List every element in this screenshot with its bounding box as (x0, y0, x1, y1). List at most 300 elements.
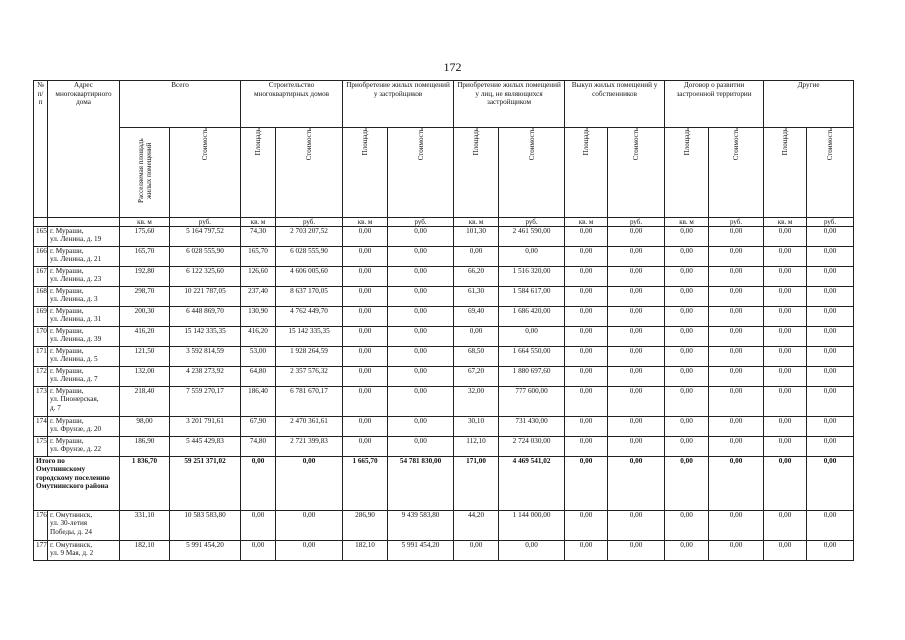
total-value-cell: 0,00 (764, 456, 807, 510)
address-line: д. 7 (50, 403, 61, 412)
value-cell: 1 664 550,00 (499, 346, 565, 366)
value-cell: 0,00 (807, 246, 854, 266)
value-cell: 0,00 (388, 266, 454, 286)
table-row (34, 540, 854, 560)
address-line: г. Омутнинск, (50, 540, 93, 549)
value-cell: 5 991 454,20 (170, 540, 241, 560)
value-cell: 0,00 (807, 540, 854, 560)
table-row (34, 286, 854, 306)
address-cell (48, 366, 120, 386)
address-line: ул. Пионерская, (50, 395, 99, 404)
unit-area: кв. м (454, 217, 499, 226)
value-cell: 2 357 576,32 (276, 366, 343, 386)
value-cell: 777 600,00 (499, 386, 565, 416)
value-cell: 0,00 (665, 416, 709, 436)
value-cell: 0,00 (764, 386, 807, 416)
header-group-development-contract: Договор о развитии застроенной территории (665, 81, 764, 128)
value-cell: 0,00 (807, 416, 854, 436)
subheader-cost: Стоимость (826, 128, 835, 161)
value-cell: 0,00 (608, 540, 665, 560)
value-cell: 0,00 (709, 286, 764, 306)
value-cell: 286,90 (343, 510, 388, 540)
address-cell (48, 266, 120, 286)
total-value-cell: 0,00 (709, 456, 764, 510)
address-cell (48, 326, 120, 346)
units-row (34, 217, 854, 226)
row-number: 166 (34, 246, 48, 266)
value-cell: 0,00 (608, 510, 665, 540)
value-cell: 6 781 670,17 (276, 386, 343, 416)
value-cell: 0,00 (343, 266, 388, 286)
value-cell: 165,70 (241, 246, 276, 266)
value-cell: 0,00 (388, 386, 454, 416)
value-cell: 5 445 429,83 (170, 436, 241, 456)
table-row (34, 246, 854, 266)
subheader-cost: Стоимость (632, 128, 641, 161)
subheader-cell (343, 128, 388, 218)
value-cell: 331,10 (120, 510, 170, 540)
unit-rub: руб. (170, 217, 241, 226)
address-line: г. Мураши, (50, 346, 84, 355)
value-cell: 192,80 (120, 266, 170, 286)
value-cell: 74,80 (241, 436, 276, 456)
total-value-cell: 0,00 (241, 456, 276, 510)
value-cell: 5 991 454,20 (388, 540, 454, 560)
subheader-area: Площадь (254, 128, 262, 156)
value-cell: 416,20 (241, 326, 276, 346)
value-cell: 0,00 (608, 436, 665, 456)
value-cell: 61,30 (454, 286, 499, 306)
value-cell: 0,00 (565, 306, 608, 326)
value-cell: 0,00 (709, 540, 764, 560)
value-cell: 67,90 (241, 416, 276, 436)
value-cell: 0,00 (709, 366, 764, 386)
address-line: г. Мураши, (50, 226, 84, 235)
value-cell: 0,00 (276, 510, 343, 540)
table-row (34, 436, 854, 456)
value-cell: 0,00 (276, 540, 343, 560)
value-cell: 0,00 (764, 226, 807, 246)
value-cell: 0,00 (709, 326, 764, 346)
address-line: г. Мураши, (50, 366, 84, 375)
value-cell: 0,00 (709, 306, 764, 326)
value-cell: 0,00 (807, 226, 854, 246)
unit-area: кв. м (565, 217, 608, 226)
unit-area: кв. м (665, 217, 709, 226)
value-cell: 0,00 (241, 510, 276, 540)
value-cell: 0,00 (807, 510, 854, 540)
value-cell: 0,00 (454, 246, 499, 266)
value-cell: 0,00 (807, 346, 854, 366)
value-cell: 0,00 (565, 286, 608, 306)
total-value-cell: 0,00 (565, 456, 608, 510)
value-cell: 0,00 (709, 436, 764, 456)
value-cell: 0,00 (764, 436, 807, 456)
address-line: ул. 30-летия (50, 519, 88, 528)
unit-rub: руб. (807, 217, 854, 226)
value-cell: 5 164 797,52 (170, 226, 241, 246)
table-row (34, 510, 854, 540)
value-cell: 0,00 (764, 416, 807, 436)
value-cell: 0,00 (764, 510, 807, 540)
total-value-cell: 1 665,70 (343, 456, 388, 510)
address-line: г. Мураши, (50, 286, 84, 295)
value-cell: 0,00 (388, 306, 454, 326)
value-cell: 0,00 (665, 246, 709, 266)
header-group-buyout: Выкуп жилых помещений у собственников (565, 81, 665, 128)
value-cell: 8 637 170,05 (276, 286, 343, 306)
value-cell: 0,00 (388, 246, 454, 266)
subheader-cell (665, 128, 709, 218)
value-cell: 1 516 320,00 (499, 266, 565, 286)
address-line: Победы, д. 24 (50, 527, 92, 536)
subheader-cost: Стоимость (416, 128, 425, 161)
value-cell: 0,00 (709, 246, 764, 266)
value-cell: 0,00 (565, 346, 608, 366)
value-cell: 0,00 (565, 366, 608, 386)
value-cell: 0,00 (608, 416, 665, 436)
value-cell: 0,00 (565, 246, 608, 266)
value-cell: 0,00 (665, 366, 709, 386)
header-row (34, 81, 854, 128)
value-cell: 132,00 (120, 366, 170, 386)
value-cell: 186,40 (241, 386, 276, 416)
row-number: 177 (34, 540, 48, 560)
address-line: ул. Ленина, д. 23 (50, 275, 102, 284)
value-cell: 0,00 (565, 540, 608, 560)
value-cell: 186,90 (120, 436, 170, 456)
address-line: ул. Ленина, д. 7 (50, 375, 98, 384)
page-number: 172 (443, 60, 462, 74)
total-value-cell: 0,00 (807, 456, 854, 510)
value-cell: 0,00 (388, 346, 454, 366)
table-row (34, 326, 854, 346)
value-cell: 74,30 (241, 226, 276, 246)
row-number: 167 (34, 266, 48, 286)
total-label-line: Омутнинскому (36, 465, 86, 474)
header-no: № п/п (34, 81, 48, 218)
address-cell (48, 386, 120, 416)
address-line: ул. Ленина, д. 19 (50, 235, 102, 244)
subheader-cost: Стоимость (732, 128, 741, 161)
value-cell: 0,00 (565, 226, 608, 246)
row-number: 172 (34, 366, 48, 386)
value-cell: 0,00 (388, 226, 454, 246)
address-line: ул. Ленина, д. 39 (50, 335, 102, 344)
table-row (34, 416, 854, 436)
row-number: 171 (34, 346, 48, 366)
value-cell: 0,00 (241, 540, 276, 560)
total-label-line: городскому поселению (36, 473, 110, 482)
value-cell: 0,00 (388, 366, 454, 386)
unit-rub: руб. (608, 217, 665, 226)
value-cell: 1 584 617,00 (499, 286, 565, 306)
value-cell: 7 559 270,17 (170, 386, 241, 416)
subheader-cell (120, 128, 170, 218)
subheader-cell (764, 128, 807, 218)
value-cell: 0,00 (499, 326, 565, 346)
value-cell: 0,00 (343, 436, 388, 456)
value-cell: 126,60 (241, 266, 276, 286)
row-number: 169 (34, 306, 48, 326)
value-cell: 0,00 (565, 416, 608, 436)
address-line: г. Мураши, (50, 326, 84, 335)
value-cell: 0,00 (665, 306, 709, 326)
address-line: ул. Ленина, д. 3 (50, 295, 98, 304)
address-line: г. Мураши, (50, 386, 84, 395)
value-cell: 0,00 (608, 346, 665, 366)
total-value-cell: 0,00 (608, 456, 665, 510)
value-cell: 0,00 (709, 266, 764, 286)
total-label (34, 456, 120, 510)
total-value-cell: 0,00 (665, 456, 709, 510)
value-cell: 0,00 (709, 346, 764, 366)
unit-rub: руб. (388, 217, 454, 226)
value-cell: 0,00 (709, 386, 764, 416)
value-cell: 0,00 (807, 326, 854, 346)
value-cell: 0,00 (807, 386, 854, 416)
value-cell: 218,40 (120, 386, 170, 416)
value-cell: 0,00 (454, 540, 499, 560)
value-cell: 0,00 (608, 326, 665, 346)
total-value-cell: 59 251 371,02 (170, 456, 241, 510)
value-cell: 2 724 030,00 (499, 436, 565, 456)
value-cell: 0,00 (807, 286, 854, 306)
value-cell: 101,30 (454, 226, 499, 246)
value-cell: 32,00 (454, 386, 499, 416)
table-row (34, 366, 854, 386)
subheader-cell (499, 128, 565, 218)
subheader-area: Площадь (781, 128, 790, 156)
subheader-cost: Стоимость (527, 128, 536, 161)
address-line: ул. Фрунзе, д. 22 (50, 445, 102, 454)
value-cell: 0,00 (764, 346, 807, 366)
value-cell: 0,00 (665, 286, 709, 306)
value-cell: 130,90 (241, 306, 276, 326)
subheader-cell (709, 128, 764, 218)
value-cell: 15 142 335,35 (276, 326, 343, 346)
address-line: ул. Ленина, д. 21 (50, 255, 102, 264)
subheader-cell (276, 128, 343, 218)
value-cell: 0,00 (388, 416, 454, 436)
row-number: 174 (34, 416, 48, 436)
value-cell: 0,00 (343, 306, 388, 326)
value-cell: 64,80 (241, 366, 276, 386)
address-line: ул. Фрунзе, д. 20 (50, 425, 102, 434)
value-cell: 0,00 (565, 510, 608, 540)
value-cell: 0,00 (343, 226, 388, 246)
value-cell: 121,50 (120, 346, 170, 366)
value-cell: 200,30 (120, 306, 170, 326)
address-line: ул. Ленина, д. 5 (50, 355, 98, 364)
subheader-area: Площадь (472, 128, 481, 156)
value-cell: 0,00 (709, 226, 764, 246)
value-cell: 0,00 (343, 286, 388, 306)
address-cell (48, 306, 120, 326)
value-cell: 44,20 (454, 510, 499, 540)
value-cell: 3 201 791,61 (170, 416, 241, 436)
value-cell: 0,00 (388, 436, 454, 456)
value-cell: 0,00 (608, 366, 665, 386)
address-line: г. Мураши, (50, 416, 84, 425)
value-cell: 0,00 (764, 286, 807, 306)
header-group-construction: Строительство многоквартирных домов (241, 81, 343, 128)
value-cell: 0,00 (764, 366, 807, 386)
value-cell: 0,00 (343, 326, 388, 346)
subheader-row (34, 128, 854, 218)
value-cell: 0,00 (764, 266, 807, 286)
value-cell: 0,00 (343, 386, 388, 416)
address-line: г. Мураши, (50, 246, 84, 255)
value-cell: 0,00 (665, 540, 709, 560)
value-cell: 1 928 264,59 (276, 346, 343, 366)
row-number: 170 (34, 326, 48, 346)
value-cell: 0,00 (608, 286, 665, 306)
total-value-cell: 0,00 (276, 456, 343, 510)
value-cell: 2 721 399,83 (276, 436, 343, 456)
value-cell: 2 461 590,00 (499, 226, 565, 246)
value-cell: 9 439 583,80 (388, 510, 454, 540)
address-cell (48, 540, 120, 560)
value-cell: 237,40 (241, 286, 276, 306)
unit-area: кв. м (343, 217, 388, 226)
value-cell: 0,00 (499, 540, 565, 560)
table-row (34, 226, 854, 246)
value-cell: 0,00 (608, 226, 665, 246)
value-cell: 30,10 (454, 416, 499, 436)
value-cell: 1 686 420,00 (499, 306, 565, 326)
value-cell: 112,10 (454, 436, 499, 456)
value-cell: 0,00 (565, 326, 608, 346)
value-cell: 0,00 (807, 306, 854, 326)
value-cell: 0,00 (665, 226, 709, 246)
value-cell: 0,00 (565, 386, 608, 416)
table-row (34, 386, 854, 416)
row-number: 168 (34, 286, 48, 306)
subheader-area: Площадь (582, 128, 591, 156)
header-group-total: Всего (120, 81, 241, 128)
value-cell: 10 221 787,05 (170, 286, 241, 306)
unit-rub: руб. (276, 217, 343, 226)
value-cell: 2 470 361,61 (276, 416, 343, 436)
address-cell (48, 346, 120, 366)
total-value-cell: 54 781 830,00 (388, 456, 454, 510)
value-cell: 0,00 (665, 386, 709, 416)
units-empty-no (34, 217, 48, 226)
value-cell: 0,00 (343, 366, 388, 386)
value-cell: 0,00 (665, 510, 709, 540)
value-cell: 0,00 (665, 326, 709, 346)
subheader-total-area: Расселяемая площадь жилых помещений (136, 138, 153, 204)
total-label-line: Итого по (36, 456, 65, 465)
value-cell: 0,00 (807, 366, 854, 386)
subheader-cell (565, 128, 608, 218)
total-value-cell: 4 469 541,02 (499, 456, 565, 510)
value-cell: 10 583 583,80 (170, 510, 241, 540)
address-line: ул. 9 Мая, д. 2 (50, 549, 94, 558)
value-cell: 0,00 (764, 540, 807, 560)
address-cell (48, 416, 120, 436)
address-line: г. Мураши, (50, 266, 84, 275)
header-group-developer-purchase: Приобретение жилых помещений у застройщиков (343, 81, 454, 128)
value-cell: 4 606 005,60 (276, 266, 343, 286)
value-cell: 175,60 (120, 226, 170, 246)
value-cell: 182,10 (343, 540, 388, 560)
total-row (34, 456, 854, 510)
subheader-cell (241, 128, 276, 218)
value-cell: 3 592 814,59 (170, 346, 241, 366)
value-cell: 53,00 (241, 346, 276, 366)
unit-area: кв. м (241, 217, 276, 226)
address-line: ул. Ленина, д. 31 (50, 315, 102, 324)
value-cell: 67,20 (454, 366, 499, 386)
total-value-cell: 171,00 (454, 456, 499, 510)
row-number: 173 (34, 386, 48, 416)
value-cell: 0,00 (709, 510, 764, 540)
table-row (34, 266, 854, 286)
subheader-cell (608, 128, 665, 218)
subheader-area: Площадь (361, 128, 370, 156)
value-cell: 0,00 (499, 246, 565, 266)
value-cell: 0,00 (388, 286, 454, 306)
value-cell: 1 144 000,00 (499, 510, 565, 540)
row-number: 175 (34, 436, 48, 456)
value-cell: 6 028 555,90 (170, 246, 241, 266)
value-cell: 0,00 (343, 416, 388, 436)
value-cell: 0,00 (764, 246, 807, 266)
value-cell: 0,00 (665, 346, 709, 366)
value-cell: 731 430,00 (499, 416, 565, 436)
value-cell: 0,00 (807, 266, 854, 286)
address-line: г. Мураши, (50, 436, 84, 445)
value-cell: 69,40 (454, 306, 499, 326)
subheader-cell (388, 128, 454, 218)
value-cell: 416,20 (120, 326, 170, 346)
table-row (34, 306, 854, 326)
header-address: Адрес многоквартирного дома (48, 81, 120, 218)
value-cell: 1 880 697,60 (499, 366, 565, 386)
value-cell: 0,00 (665, 436, 709, 456)
value-cell: 182,10 (120, 540, 170, 560)
value-cell: 0,00 (608, 266, 665, 286)
unit-rub: руб. (709, 217, 764, 226)
unit-area: кв. м (764, 217, 807, 226)
value-cell: 0,00 (709, 416, 764, 436)
value-cell: 15 142 335,35 (170, 326, 241, 346)
address-line: г. Мураши, (50, 306, 84, 315)
value-cell: 4 762 449,70 (276, 306, 343, 326)
address-cell (48, 510, 120, 540)
subheader-area: Площадь (682, 128, 691, 156)
value-cell: 0,00 (343, 346, 388, 366)
value-cell: 0,00 (343, 246, 388, 266)
value-cell: 0,00 (388, 326, 454, 346)
unit-area: кв. м (120, 217, 170, 226)
value-cell: 0,00 (454, 326, 499, 346)
address-cell (48, 436, 120, 456)
subheader-cell (170, 128, 241, 218)
value-cell: 0,00 (807, 436, 854, 456)
value-cell: 98,00 (120, 416, 170, 436)
subheader-cell (807, 128, 854, 218)
row-number: 176 (34, 510, 48, 540)
value-cell: 0,00 (608, 306, 665, 326)
value-cell: 0,00 (565, 436, 608, 456)
value-cell: 0,00 (608, 386, 665, 416)
subheader-cost: Стоимость (305, 128, 313, 161)
value-cell: 0,00 (665, 266, 709, 286)
housing-table (33, 80, 854, 561)
